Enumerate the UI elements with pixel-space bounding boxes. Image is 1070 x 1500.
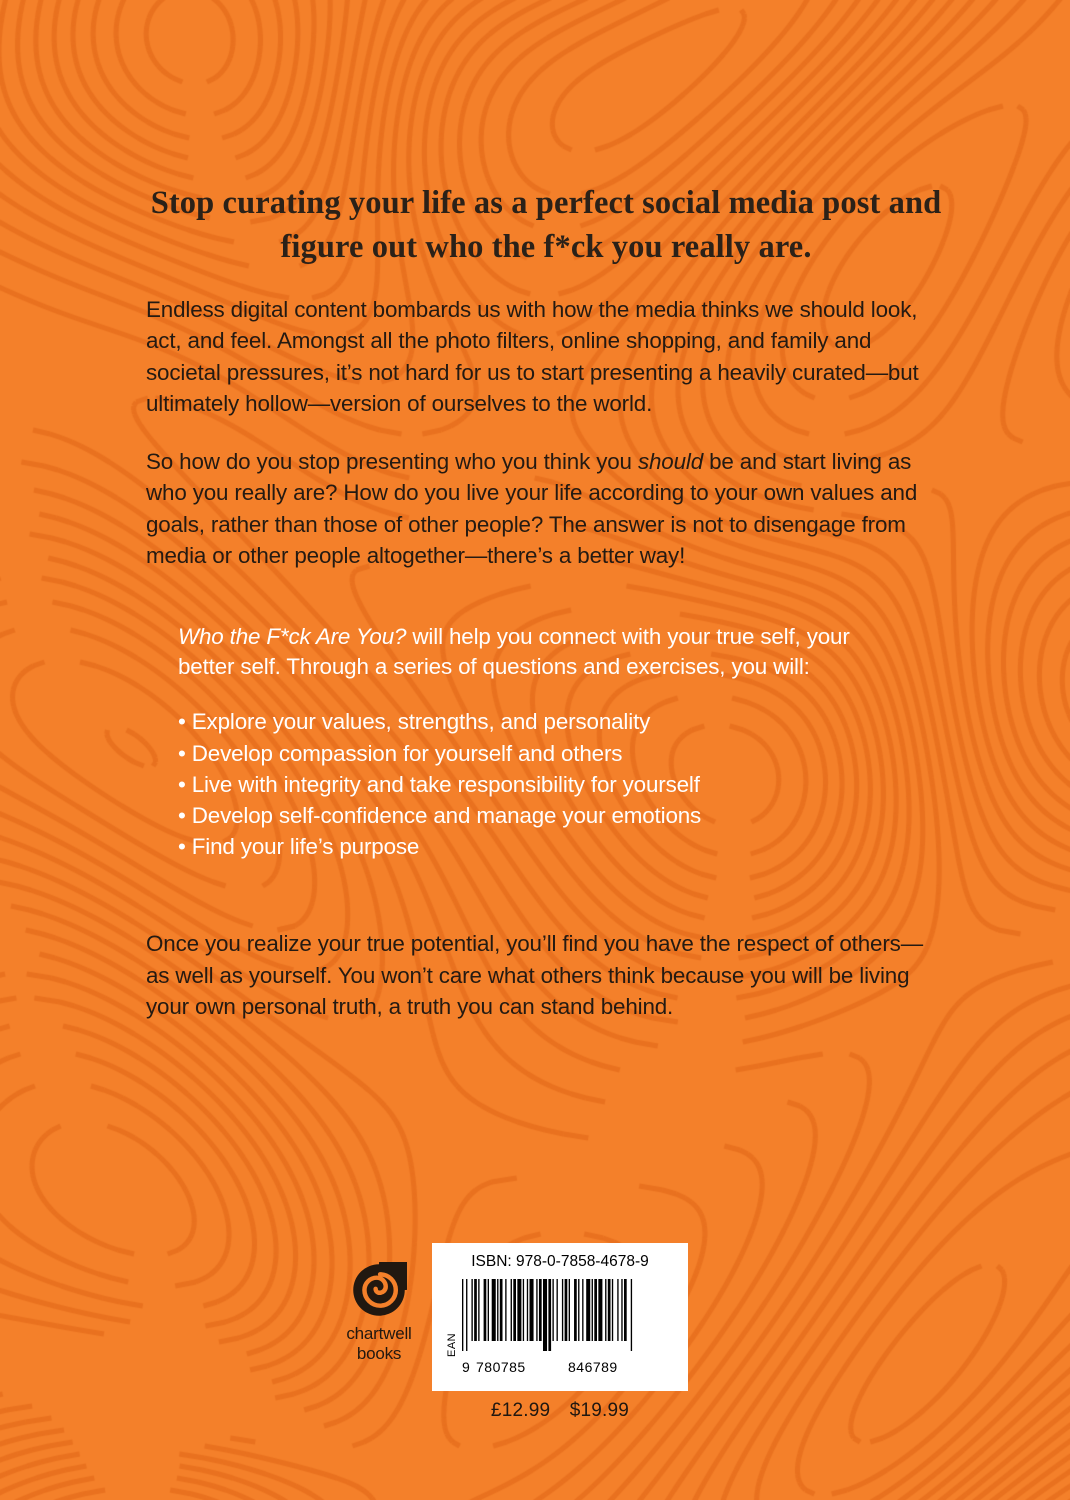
barcode-digit-group-2: 780785 bbox=[476, 1359, 526, 1375]
list-item: • Find your life’s purpose bbox=[178, 834, 420, 860]
list-item: • Develop compassion for yourself and others bbox=[178, 740, 623, 766]
callout-intro-text: will help you connect with your true self, your better self. Through a series of questions and exercises, you will: bbox=[178, 623, 850, 680]
list-item: • Develop self-confidence and manage your emotions bbox=[178, 803, 702, 829]
callout-block bbox=[178, 622, 878, 863]
callout-intro bbox=[178, 622, 878, 684]
paragraph-2 bbox=[146, 446, 946, 572]
price-usd: $19.99 bbox=[569, 1400, 630, 1421]
barcode-digit-group-3: 846789 bbox=[568, 1359, 618, 1375]
publisher-name-line-1: chartwell bbox=[346, 1324, 412, 1343]
benefits-list bbox=[178, 707, 878, 862]
publisher-name-line-2: books bbox=[356, 1344, 402, 1364]
list-item: • Live with integrity and take responsibility for yourself bbox=[178, 771, 700, 797]
isbn-text: ISBN: 978-0-7858-4678-9 bbox=[471, 1253, 649, 1270]
barcode-row bbox=[432, 1279, 688, 1357]
closing-paragraph: Once you realize your true potential, you’ll find you have the respect of others—as well as yourself. You won’t care what others think because you will be living your own personal truth, a truth you can stand behind. bbox=[146, 931, 923, 1020]
list-item: • Explore your values, strengths, and personality bbox=[178, 709, 651, 735]
barcode-digits bbox=[432, 1359, 688, 1375]
ean-label: EAN bbox=[446, 1332, 458, 1357]
paragraph-2-part-2: be and start living as who you really are? How do you live your life according to your own values and goals, rather than those of other people? The answer is not to disengage from media or other people altogether—there’s a better way! bbox=[146, 448, 918, 569]
headline: Stop curating your life as a perfect social media post and figure out who the f*ck you really are. bbox=[150, 185, 942, 265]
price-line bbox=[432, 1400, 688, 1422]
book-title: Who the F*ck Are You? bbox=[178, 623, 407, 649]
price-gbp: £12.99 bbox=[490, 1400, 551, 1421]
publisher-logo bbox=[324, 1262, 434, 1364]
barcode-block bbox=[432, 1243, 688, 1391]
barcode-digit-group-1: 9 bbox=[462, 1359, 471, 1375]
barcode-bars bbox=[462, 1279, 658, 1351]
blurb-container bbox=[146, 182, 946, 1049]
spiral-icon bbox=[351, 1262, 407, 1318]
paragraph-1: Endless digital content bombards us with how the media thinks we should look, act, and feel. Amongst all the photo filters, online shopping, and family and societal pressures, it’s not hard for us to start presenting a heavily curated—but ultimately hollow—version of ourselves to the world. bbox=[146, 296, 919, 417]
paragraph-2-emphasis: should bbox=[637, 448, 704, 474]
paragraph-2-part-1: So how do you stop presenting who you think you bbox=[146, 448, 638, 474]
